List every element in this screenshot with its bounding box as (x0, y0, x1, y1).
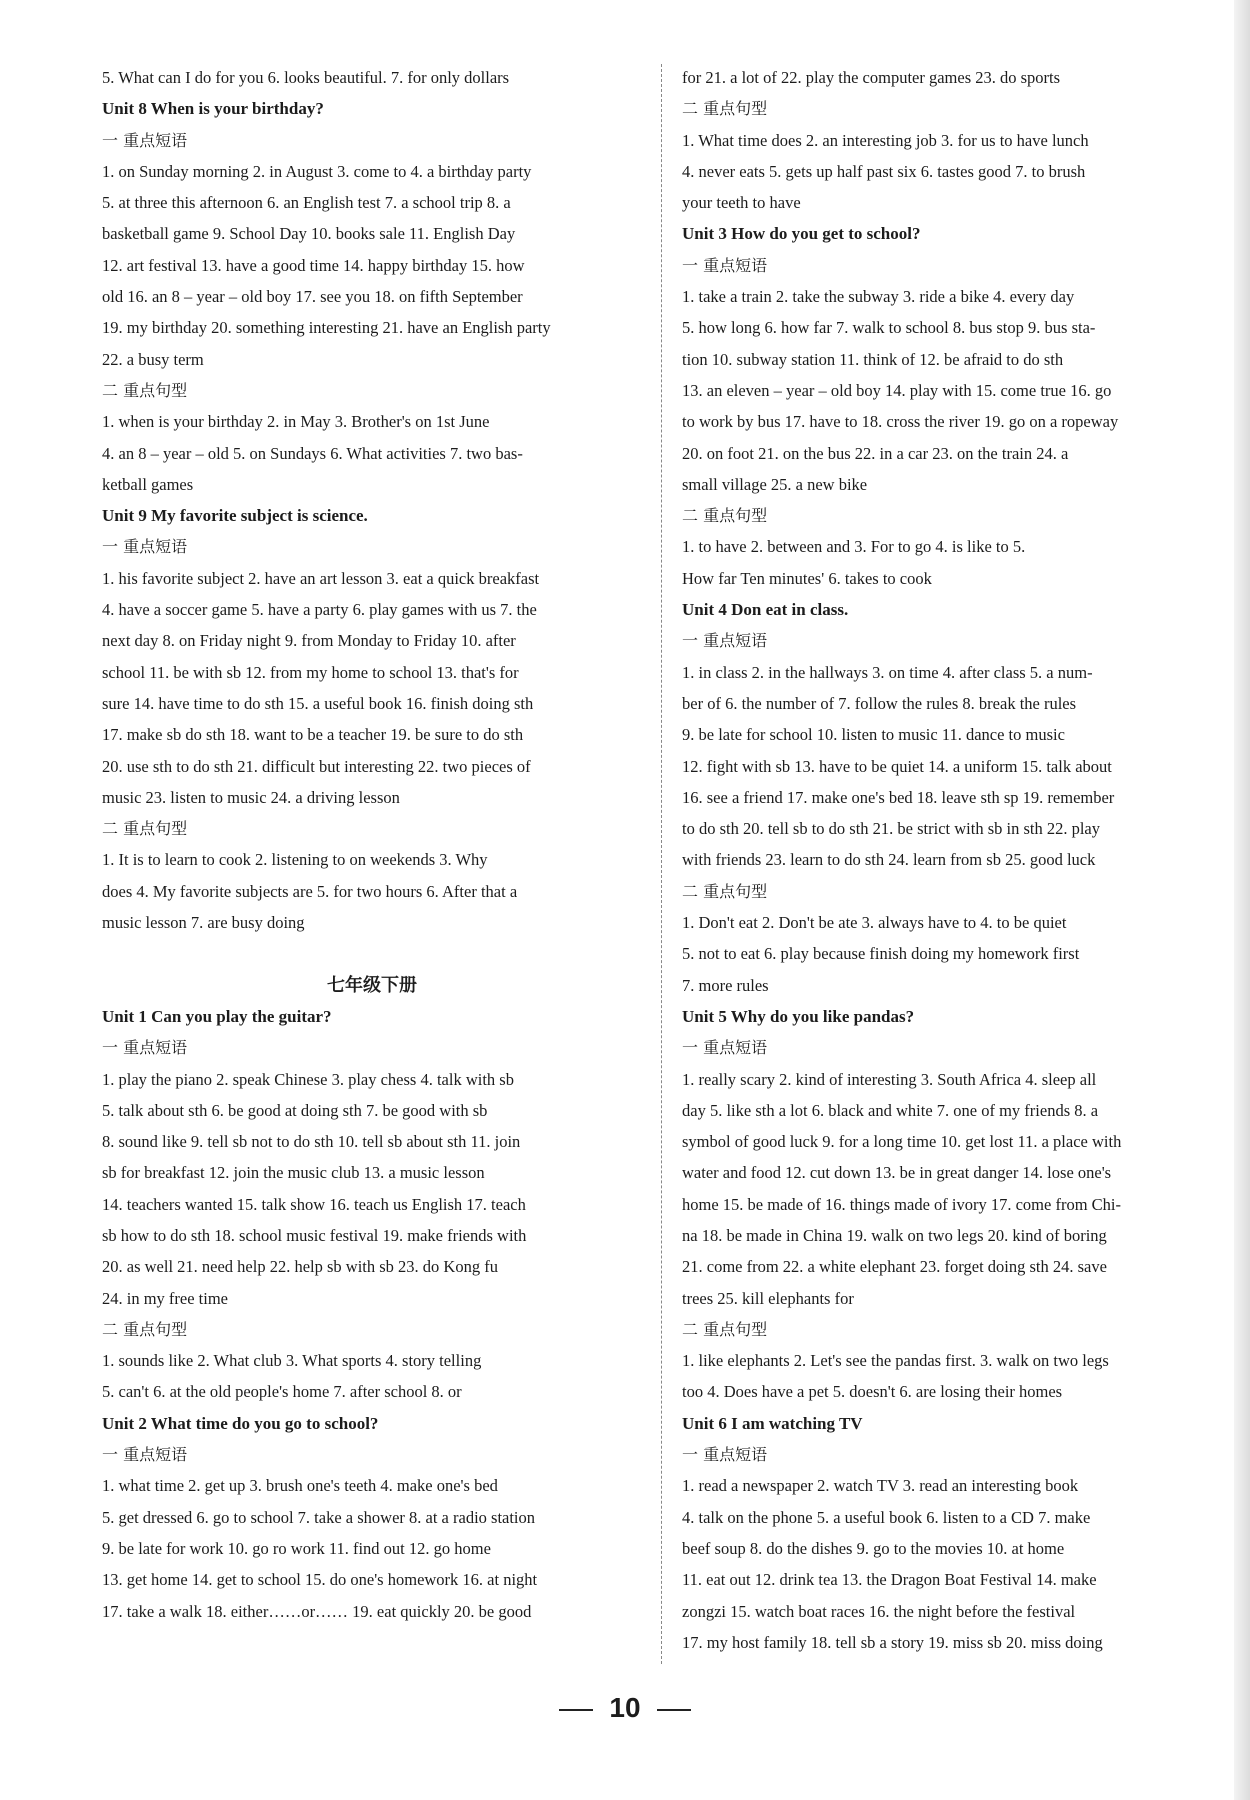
answer-line: 22. a busy term (102, 349, 204, 369)
section-heading: 一 重点短语 (102, 537, 188, 557)
answer-line: to work by bus 17. have to 18. cross the river 19. go on a ropeway (682, 412, 1119, 432)
section-heading: 二 重点句型 (102, 819, 188, 839)
answer-line: 20. use sth to do sth 21. difficult but interesting 22. two pieces of (102, 756, 531, 776)
answer-line: old 16. an 8 – year – old boy 17. see you 18. on fifth September (102, 287, 523, 307)
answer-line: your teeth to have (682, 193, 801, 213)
answer-line: 1. really scary 2. kind of interesting 3. South Africa 4. sleep all (682, 1069, 1097, 1089)
answer-line: sure 14. have time to do sth 15. a useful book 16. finish doing sth (102, 693, 534, 713)
answer-line: 4. have a soccer game 5. have a party 6. play games with us 7. the (102, 600, 537, 620)
left-column (102, 62, 642, 1627)
spacer (102, 938, 642, 969)
answer-line: 1. on Sunday morning 2. in August 3. come to 4. a birthday party (102, 161, 532, 181)
section-heading: 二 重点句型 (102, 380, 188, 400)
answer-line: 1. What time does 2. an interesting job 3. for us to have lunch (682, 130, 1089, 150)
answer-line: 13. get home 14. get to school 15. do one's homework 16. at night (102, 1570, 538, 1590)
page-footer (0, 1692, 1250, 1724)
answer-line: 17. take a walk 18. either……or…… 19. eat quickly 20. be good (102, 1601, 532, 1621)
answer-line: 16. see a friend 17. make one's bed 18. leave sth sp 19. remember (682, 787, 1115, 807)
unit-heading: Unit 5 Why do you like pandas? (682, 1006, 915, 1026)
answer-line: 17. make sb do sth 18. want to be a teacher 19. be sure to do sth (102, 725, 524, 745)
section-heading: 一 重点短语 (682, 1038, 768, 1058)
answer-line: with friends 23. learn to do sth 24. learn from sb 25. good luck (682, 850, 1096, 870)
answer-line: 1. his favorite subject 2. have an art lesson 3. eat a quick breakfast (102, 568, 540, 588)
answer-line: too 4. Does have a pet 5. doesn't 6. are losing their homes (682, 1382, 1063, 1402)
answer-line: 17. my host family 18. tell sb a story 19. miss sb 20. miss doing (682, 1632, 1103, 1652)
grade-heading: 七年级下册 (327, 974, 417, 996)
answer-line: 20. as well 21. need help 22. help sb with sb 23. do Kong fu (102, 1257, 498, 1277)
unit-heading: Unit 3 How do you get to school? (682, 224, 921, 244)
unit-heading: Unit 4 Don eat in class. (682, 600, 849, 620)
section-heading: 一 重点短语 (102, 130, 188, 150)
answer-line: for 21. a lot of 22. play the computer games 23. do sports (682, 68, 1061, 87)
answer-line: 11. eat out 12. drink tea 13. the Dragon Boat Festival 14. make (682, 1570, 1097, 1590)
answer-line: ber of 6. the number of 7. follow the rules 8. break the rules (682, 693, 1077, 713)
answer-line: sb for breakfast 12. join the music club 13. a music lesson (102, 1163, 485, 1183)
answer-line: 21. come from 22. a white elephant 23. forget doing sth 24. save (682, 1257, 1107, 1277)
answer-line: 5. at three this afternoon 6. an English test 7. a school trip 8. a (102, 193, 511, 213)
page-number: 10 (609, 1692, 641, 1723)
answer-line: 9. be late for school 10. listen to music 11. dance to music (682, 725, 1065, 745)
section-heading: 二 重点句型 (682, 506, 768, 526)
unit-heading: Unit 6 I am watching TV (682, 1413, 863, 1433)
section-heading: 二 重点句型 (682, 881, 768, 901)
answer-line: 19. my birthday 20. something interesting 21. have an English party (102, 318, 551, 338)
right-column (682, 62, 1224, 1658)
answer-line: 8. sound like 9. tell sb not to do sth 10. tell sb about sth 11. join (102, 1132, 521, 1152)
answer-line: 14. teachers wanted 15. talk show 16. teach us English 17. teach (102, 1194, 526, 1214)
answer-line: 5. What can I do for you 6. looks beautiful. 7. for only dollars (102, 68, 510, 87)
answer-line: 4. never eats 5. gets up half past six 6. tastes good 7. to brush (682, 161, 1086, 181)
section-heading: 一 重点短语 (682, 255, 768, 275)
unit-heading: Unit 8 When is your birthday? (102, 99, 324, 119)
answer-line: music 23. listen to music 24. a driving lesson (102, 787, 400, 807)
answer-line: 1. sounds like 2. What club 3. What sports 4. story telling (102, 1351, 482, 1371)
answer-line: trees 25. kill elephants for (682, 1288, 854, 1308)
answer-line: 4. an 8 – year – old 5. on Sundays 6. What activities 7. two bas- (102, 443, 523, 463)
answer-line: 5. not to eat 6. play because finish doing my homework first (682, 944, 1080, 964)
answer-line: beef soup 8. do the dishes 9. go to the movies 10. at home (682, 1538, 1065, 1558)
answer-line: 1. to have 2. between and 3. For to go 4. is like to 5. (682, 537, 1026, 557)
answer-line: small village 25. a new bike (682, 474, 868, 494)
answer-line: 1. It is to learn to cook 2. listening to on weekends 3. Why (102, 850, 488, 870)
answer-line: symbol of good luck 9. for a long time 10. get lost 11. a place with (682, 1132, 1122, 1152)
section-heading: 一 重点短语 (682, 631, 768, 651)
answer-line: basketball game 9. School Day 10. books sale 11. English Day (102, 224, 516, 244)
answer-line: 5. talk about sth 6. be good at doing sth 7. be good with sb (102, 1100, 488, 1120)
answer-line: 12. art festival 13. have a good time 14. happy birthday 15. how (102, 255, 525, 275)
answer-line: 1. take a train 2. take the subway 3. ride a bike 4. every day (682, 287, 1075, 307)
answer-line: to do sth 20. tell sb to do sth 21. be strict with sb in sth 22. play (682, 819, 1100, 839)
answer-line: 1. Don't eat 2. Don't be ate 3. always have to 4. to be quiet (682, 913, 1067, 933)
column-divider (661, 64, 662, 1664)
answer-line: 1. what time 2. get up 3. brush one's teeth 4. make one's bed (102, 1476, 498, 1496)
answer-line: How far Ten minutes' 6. takes to cook (682, 568, 932, 588)
answer-line: 1. like elephants 2. Let's see the pandas first. 3. walk on two legs (682, 1351, 1109, 1371)
answer-line: zongzi 15. watch boat races 16. the night before the festival (682, 1601, 1076, 1621)
unit-heading: Unit 2 What time do you go to school? (102, 1413, 379, 1433)
unit-heading: Unit 1 Can you play the guitar? (102, 1006, 332, 1026)
answer-line: next day 8. on Friday night 9. from Monday to Friday 10. after (102, 631, 516, 651)
answer-line: 1. play the piano 2. speak Chinese 3. play chess 4. talk with sb (102, 1069, 514, 1089)
section-heading: 一 重点短语 (102, 1445, 188, 1465)
answer-line: ketball games (102, 474, 194, 494)
answer-line: 9. be late for work 10. go ro work 11. find out 12. go home (102, 1538, 491, 1558)
page-edge (1234, 0, 1250, 1800)
answer-line: 5. get dressed 6. go to school 7. take a shower 8. at a radio station (102, 1507, 536, 1527)
answer-line: 5. how long 6. how far 7. walk to school 8. bus stop 9. bus sta- (682, 318, 1096, 338)
footer-dash-right (657, 1709, 691, 1711)
answer-line: 1. when is your birthday 2. in May 3. Brother's on 1st June (102, 412, 490, 432)
section-heading: 二 重点句型 (682, 99, 768, 119)
answer-line: home 15. be made of 16. things made of ivory 17. come from Chi- (682, 1194, 1121, 1214)
footer-dash-left (559, 1709, 593, 1711)
answer-line: 12. fight with sb 13. have to be quiet 14. a uniform 15. talk about (682, 756, 1112, 776)
answer-line: water and food 12. cut down 13. be in great danger 14. lose one's (682, 1163, 1112, 1183)
unit-heading: Unit 9 My favorite subject is science. (102, 506, 368, 526)
answer-line: 1. in class 2. in the hallways 3. on time 4. after class 5. a num- (682, 662, 1093, 682)
answer-line: day 5. like sth a lot 6. black and white 7. one of my friends 8. a (682, 1100, 1099, 1120)
section-heading: 二 重点句型 (102, 1319, 188, 1339)
section-heading: 一 重点短语 (102, 1038, 188, 1058)
answer-line: tion 10. subway station 11. think of 12. be afraid to do sth (682, 349, 1064, 369)
answer-line: school 11. be with sb 12. from my home to school 13. that's for (102, 662, 519, 682)
section-heading: 二 重点句型 (682, 1319, 768, 1339)
answer-line: does 4. My favorite subjects are 5. for two hours 6. After that a (102, 881, 518, 901)
answer-line: 4. talk on the phone 5. a useful book 6. listen to a CD 7. make (682, 1507, 1091, 1527)
answer-line: music lesson 7. are busy doing (102, 913, 305, 933)
answer-line: sb how to do sth 18. school music festival 19. make friends with (102, 1225, 527, 1245)
answer-line: na 18. be made in China 19. walk on two legs 20. kind of boring (682, 1225, 1107, 1245)
answer-line: 1. read a newspaper 2. watch TV 3. read an interesting book (682, 1476, 1079, 1496)
answer-line: 20. on foot 21. on the bus 22. in a car 23. on the train 24. a (682, 443, 1069, 463)
answer-line: 7. more rules (682, 975, 769, 995)
answer-line: 13. an eleven – year – old boy 14. play with 15. come true 16. go (682, 380, 1112, 400)
answer-line: 5. can't 6. at the old people's home 7. after school 8. or (102, 1382, 462, 1402)
section-heading: 一 重点短语 (682, 1445, 768, 1465)
answer-line: 24. in my free time (102, 1288, 229, 1308)
